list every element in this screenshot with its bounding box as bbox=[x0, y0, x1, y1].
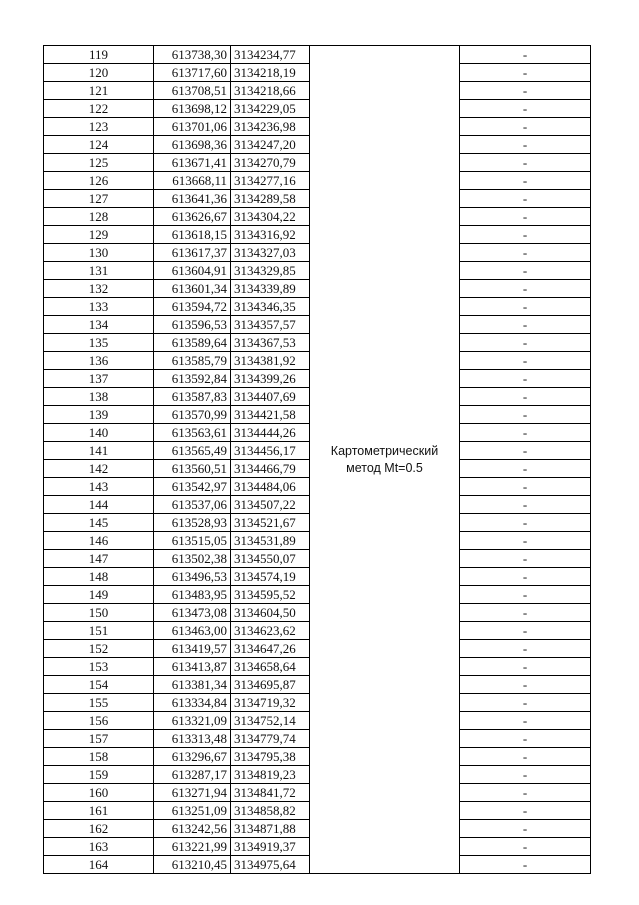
x-coordinate-cell: 613419,57 bbox=[154, 640, 231, 658]
note-cell: - bbox=[460, 316, 591, 334]
y-coordinate-cell: 3134719,32 bbox=[231, 694, 310, 712]
note-cell: - bbox=[460, 190, 591, 208]
point-number-cell: 122 bbox=[44, 100, 154, 118]
note-cell: - bbox=[460, 244, 591, 262]
note-cell: - bbox=[460, 298, 591, 316]
y-coordinate-cell: 3134357,57 bbox=[231, 316, 310, 334]
x-coordinate-cell: 613537,06 bbox=[154, 496, 231, 514]
point-number-cell: 135 bbox=[44, 334, 154, 352]
point-number-cell: 147 bbox=[44, 550, 154, 568]
point-number-cell: 148 bbox=[44, 568, 154, 586]
y-coordinate-cell: 3134595,52 bbox=[231, 586, 310, 604]
y-coordinate-cell: 3134277,16 bbox=[231, 172, 310, 190]
x-coordinate-cell: 613570,99 bbox=[154, 406, 231, 424]
note-cell: - bbox=[460, 802, 591, 820]
x-coordinate-cell: 613542,97 bbox=[154, 478, 231, 496]
note-cell: - bbox=[460, 748, 591, 766]
note-cell: - bbox=[460, 262, 591, 280]
y-coordinate-cell: 3134381,92 bbox=[231, 352, 310, 370]
point-number-cell: 125 bbox=[44, 154, 154, 172]
note-cell: - bbox=[460, 658, 591, 676]
x-coordinate-cell: 613560,51 bbox=[154, 460, 231, 478]
y-coordinate-cell: 3134550,07 bbox=[231, 550, 310, 568]
point-number-cell: 136 bbox=[44, 352, 154, 370]
y-coordinate-cell: 3134604,50 bbox=[231, 604, 310, 622]
y-coordinate-cell: 3134407,69 bbox=[231, 388, 310, 406]
note-cell: - bbox=[460, 532, 591, 550]
point-number-cell: 160 bbox=[44, 784, 154, 802]
point-number-cell: 140 bbox=[44, 424, 154, 442]
point-number-cell: 121 bbox=[44, 82, 154, 100]
point-number-cell: 131 bbox=[44, 262, 154, 280]
x-coordinate-cell: 613698,36 bbox=[154, 136, 231, 154]
point-number-cell: 123 bbox=[44, 118, 154, 136]
x-coordinate-cell: 613601,34 bbox=[154, 280, 231, 298]
point-number-cell: 133 bbox=[44, 298, 154, 316]
x-coordinate-cell: 613585,79 bbox=[154, 352, 231, 370]
point-number-cell: 132 bbox=[44, 280, 154, 298]
x-coordinate-cell: 613242,56 bbox=[154, 820, 231, 838]
y-coordinate-cell: 3134289,58 bbox=[231, 190, 310, 208]
x-coordinate-cell: 613708,51 bbox=[154, 82, 231, 100]
point-number-cell: 142 bbox=[44, 460, 154, 478]
x-coordinate-cell: 613701,06 bbox=[154, 118, 231, 136]
x-coordinate-cell: 613641,36 bbox=[154, 190, 231, 208]
point-number-cell: 129 bbox=[44, 226, 154, 244]
note-cell: - bbox=[460, 334, 591, 352]
x-coordinate-cell: 613528,93 bbox=[154, 514, 231, 532]
table-row bbox=[44, 46, 591, 64]
x-coordinate-cell: 613221,99 bbox=[154, 838, 231, 856]
x-coordinate-cell: 613592,84 bbox=[154, 370, 231, 388]
point-number-cell: 162 bbox=[44, 820, 154, 838]
x-coordinate-cell: 613515,05 bbox=[154, 532, 231, 550]
note-cell: - bbox=[460, 478, 591, 496]
y-coordinate-cell: 3134858,82 bbox=[231, 802, 310, 820]
y-coordinate-cell: 3134218,19 bbox=[231, 64, 310, 82]
note-cell: - bbox=[460, 280, 591, 298]
x-coordinate-cell: 613698,12 bbox=[154, 100, 231, 118]
x-coordinate-cell: 613604,91 bbox=[154, 262, 231, 280]
note-cell: - bbox=[460, 406, 591, 424]
y-coordinate-cell: 3134484,06 bbox=[231, 478, 310, 496]
y-coordinate-cell: 3134316,92 bbox=[231, 226, 310, 244]
y-coordinate-cell: 3134329,85 bbox=[231, 262, 310, 280]
y-coordinate-cell: 3134247,20 bbox=[231, 136, 310, 154]
coordinates-table bbox=[43, 45, 591, 874]
y-coordinate-cell: 3134229,05 bbox=[231, 100, 310, 118]
point-number-cell: 143 bbox=[44, 478, 154, 496]
note-cell: - bbox=[460, 352, 591, 370]
y-coordinate-cell: 3134975,64 bbox=[231, 856, 310, 874]
point-number-cell: 124 bbox=[44, 136, 154, 154]
point-number-cell: 128 bbox=[44, 208, 154, 226]
y-coordinate-cell: 3134919,37 bbox=[231, 838, 310, 856]
point-number-cell: 157 bbox=[44, 730, 154, 748]
method-label-line1: Картометрический bbox=[330, 443, 439, 458]
y-coordinate-cell: 3134647,26 bbox=[231, 640, 310, 658]
note-cell: - bbox=[460, 622, 591, 640]
note-cell: - bbox=[460, 460, 591, 478]
note-cell: - bbox=[460, 856, 591, 874]
y-coordinate-cell: 3134521,67 bbox=[231, 514, 310, 532]
note-cell: - bbox=[460, 154, 591, 172]
x-coordinate-cell: 613463,00 bbox=[154, 622, 231, 640]
y-coordinate-cell: 3134234,77 bbox=[231, 46, 310, 64]
x-coordinate-cell: 613413,87 bbox=[154, 658, 231, 676]
point-number-cell: 163 bbox=[44, 838, 154, 856]
note-cell: - bbox=[460, 136, 591, 154]
y-coordinate-cell: 3134695,87 bbox=[231, 676, 310, 694]
x-coordinate-cell: 613251,09 bbox=[154, 802, 231, 820]
note-cell: - bbox=[460, 604, 591, 622]
note-cell: - bbox=[460, 838, 591, 856]
x-coordinate-cell: 613618,15 bbox=[154, 226, 231, 244]
y-coordinate-cell: 3134367,53 bbox=[231, 334, 310, 352]
point-number-cell: 137 bbox=[44, 370, 154, 388]
x-coordinate-cell: 613473,08 bbox=[154, 604, 231, 622]
point-number-cell: 151 bbox=[44, 622, 154, 640]
note-cell: - bbox=[460, 172, 591, 190]
x-coordinate-cell: 613287,17 bbox=[154, 766, 231, 784]
x-coordinate-cell: 613594,72 bbox=[154, 298, 231, 316]
y-coordinate-cell: 3134466,79 bbox=[231, 460, 310, 478]
y-coordinate-cell: 3134236,98 bbox=[231, 118, 310, 136]
point-number-cell: 126 bbox=[44, 172, 154, 190]
note-cell: - bbox=[460, 550, 591, 568]
point-number-cell: 152 bbox=[44, 640, 154, 658]
note-cell: - bbox=[460, 64, 591, 82]
x-coordinate-cell: 613210,45 bbox=[154, 856, 231, 874]
note-cell: - bbox=[460, 442, 591, 460]
y-coordinate-cell: 3134871,88 bbox=[231, 820, 310, 838]
x-coordinate-cell: 613502,38 bbox=[154, 550, 231, 568]
point-number-cell: 138 bbox=[44, 388, 154, 406]
y-coordinate-cell: 3134779,74 bbox=[231, 730, 310, 748]
note-cell: - bbox=[460, 676, 591, 694]
y-coordinate-cell: 3134270,79 bbox=[231, 154, 310, 172]
point-number-cell: 145 bbox=[44, 514, 154, 532]
y-coordinate-cell: 3134752,14 bbox=[231, 712, 310, 730]
x-coordinate-cell: 613565,49 bbox=[154, 442, 231, 460]
y-coordinate-cell: 3134531,89 bbox=[231, 532, 310, 550]
note-cell: - bbox=[460, 568, 591, 586]
note-cell: - bbox=[460, 640, 591, 658]
x-coordinate-cell: 613596,53 bbox=[154, 316, 231, 334]
x-coordinate-cell: 613496,53 bbox=[154, 568, 231, 586]
y-coordinate-cell: 3134346,35 bbox=[231, 298, 310, 316]
y-coordinate-cell: 3134819,23 bbox=[231, 766, 310, 784]
point-number-cell: 141 bbox=[44, 442, 154, 460]
note-cell: - bbox=[460, 370, 591, 388]
point-number-cell: 149 bbox=[44, 586, 154, 604]
x-coordinate-cell: 613668,11 bbox=[154, 172, 231, 190]
y-coordinate-cell: 3134304,22 bbox=[231, 208, 310, 226]
note-cell: - bbox=[460, 424, 591, 442]
point-number-cell: 153 bbox=[44, 658, 154, 676]
point-number-cell: 161 bbox=[44, 802, 154, 820]
x-coordinate-cell: 613321,09 bbox=[154, 712, 231, 730]
x-coordinate-cell: 613626,67 bbox=[154, 208, 231, 226]
x-coordinate-cell: 613296,67 bbox=[154, 748, 231, 766]
x-coordinate-cell: 613563,61 bbox=[154, 424, 231, 442]
x-coordinate-cell: 613313,48 bbox=[154, 730, 231, 748]
point-number-cell: 156 bbox=[44, 712, 154, 730]
point-number-cell: 134 bbox=[44, 316, 154, 334]
x-coordinate-cell: 613271,94 bbox=[154, 784, 231, 802]
x-coordinate-cell: 613589,64 bbox=[154, 334, 231, 352]
x-coordinate-cell: 613738,30 bbox=[154, 46, 231, 64]
y-coordinate-cell: 3134421,58 bbox=[231, 406, 310, 424]
note-cell: - bbox=[460, 82, 591, 100]
note-cell: - bbox=[460, 586, 591, 604]
coordinates-table-body bbox=[44, 46, 591, 874]
note-cell: - bbox=[460, 730, 591, 748]
note-cell: - bbox=[460, 100, 591, 118]
x-coordinate-cell: 613483,95 bbox=[154, 586, 231, 604]
y-coordinate-cell: 3134456,17 bbox=[231, 442, 310, 460]
note-cell: - bbox=[460, 820, 591, 838]
point-number-cell: 159 bbox=[44, 766, 154, 784]
x-coordinate-cell: 613717,60 bbox=[154, 64, 231, 82]
note-cell: - bbox=[460, 388, 591, 406]
note-cell: - bbox=[460, 694, 591, 712]
y-coordinate-cell: 3134444,26 bbox=[231, 424, 310, 442]
point-number-cell: 158 bbox=[44, 748, 154, 766]
point-number-cell: 154 bbox=[44, 676, 154, 694]
y-coordinate-cell: 3134327,03 bbox=[231, 244, 310, 262]
note-cell: - bbox=[460, 118, 591, 136]
x-coordinate-cell: 613617,37 bbox=[154, 244, 231, 262]
x-coordinate-cell: 613587,83 bbox=[154, 388, 231, 406]
point-number-cell: 127 bbox=[44, 190, 154, 208]
note-cell: - bbox=[460, 766, 591, 784]
y-coordinate-cell: 3134218,66 bbox=[231, 82, 310, 100]
note-cell: - bbox=[460, 712, 591, 730]
note-cell: - bbox=[460, 514, 591, 532]
method-label-line2: метод Mt=0.5 bbox=[346, 460, 423, 475]
y-coordinate-cell: 3134574,19 bbox=[231, 568, 310, 586]
x-coordinate-cell: 613334,84 bbox=[154, 694, 231, 712]
note-cell: - bbox=[460, 784, 591, 802]
point-number-cell: 130 bbox=[44, 244, 154, 262]
y-coordinate-cell: 3134841,72 bbox=[231, 784, 310, 802]
y-coordinate-cell: 3134658,64 bbox=[231, 658, 310, 676]
point-number-cell: 139 bbox=[44, 406, 154, 424]
point-number-cell: 144 bbox=[44, 496, 154, 514]
point-number-cell: 155 bbox=[44, 694, 154, 712]
note-cell: - bbox=[460, 496, 591, 514]
y-coordinate-cell: 3134795,38 bbox=[231, 748, 310, 766]
point-number-cell: 120 bbox=[44, 64, 154, 82]
y-coordinate-cell: 3134339,89 bbox=[231, 280, 310, 298]
y-coordinate-cell: 3134623,62 bbox=[231, 622, 310, 640]
point-number-cell: 164 bbox=[44, 856, 154, 874]
method-cell bbox=[310, 46, 460, 874]
x-coordinate-cell: 613381,34 bbox=[154, 676, 231, 694]
y-coordinate-cell: 3134507,22 bbox=[231, 496, 310, 514]
point-number-cell: 119 bbox=[44, 46, 154, 64]
note-cell: - bbox=[460, 208, 591, 226]
x-coordinate-cell: 613671,41 bbox=[154, 154, 231, 172]
note-cell: - bbox=[460, 226, 591, 244]
note-cell: - bbox=[460, 46, 591, 64]
point-number-cell: 146 bbox=[44, 532, 154, 550]
point-number-cell: 150 bbox=[44, 604, 154, 622]
y-coordinate-cell: 3134399,26 bbox=[231, 370, 310, 388]
